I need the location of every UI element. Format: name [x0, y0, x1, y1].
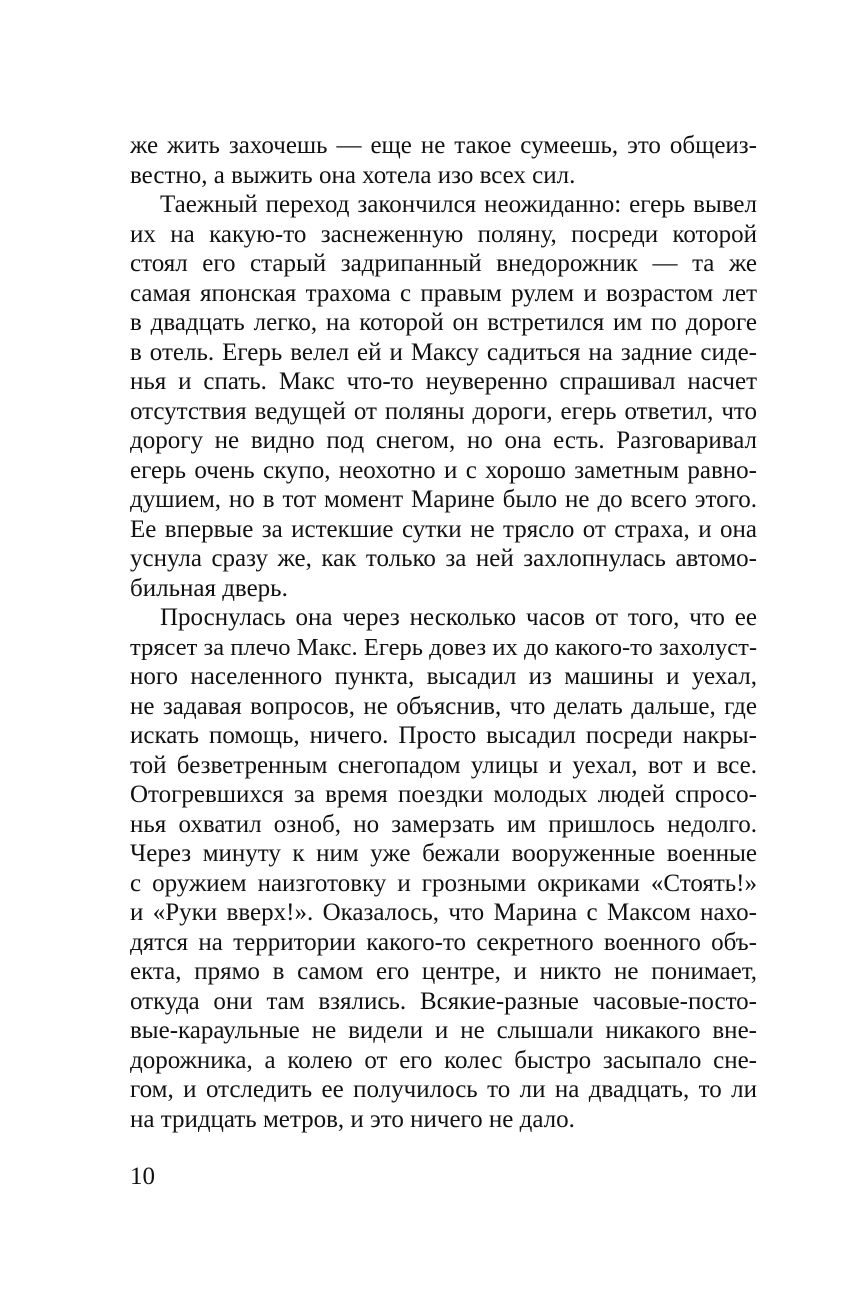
page-text-block: [130, 131, 757, 1134]
text-line: дятся на территории какого-то секретного военного объ-: [130, 928, 757, 956]
text-line: той безветренным снегопадом улицы и уехал, вот и все.: [130, 751, 757, 779]
text-line: их на какую-то заснеженную поляну, посреди которой: [130, 220, 757, 248]
text-line: нья охватил озноб, но замерзать им пришлось недолго.: [130, 810, 757, 838]
text-line: ного населенного пункта, высадил из машины и уехал,: [130, 663, 757, 690]
text-line: же жить захочешь — еще не такое сумеешь, это общеиз-: [130, 132, 757, 159]
text-line: уснула сразу же, как только за ней захлопнулась автомо-: [130, 545, 757, 572]
text-line: егерь очень скупо, неохотно и с хорошо заметным равно-: [130, 456, 757, 484]
text-line: бильная дверь.: [130, 574, 288, 602]
text-line: в двадцать легко, на которой он встретился им по дороге: [130, 309, 757, 336]
text-line: Через минуту к ним уже бежали вооруженные военные: [130, 840, 757, 867]
text-line: не задавая вопросов, не объяснив, что делать дальше, где: [130, 692, 757, 720]
text-line: дорожника, а колею от его колес быстро засыпало сне-: [130, 1046, 757, 1074]
text-line: отсутствия ведущей от поляны дороги, егерь ответил, что: [130, 397, 757, 425]
text-line: вестно, а выжить она хотела изо всех сил.: [130, 161, 576, 189]
text-line: в отель. Егерь велел ей и Максу садиться на задние сиде-: [130, 338, 757, 366]
text-line: самая японская трахома с правым рулем и возрастом лет: [130, 279, 757, 307]
text-line: нья и спать. Макс что-то неуверенно спрашивал насчет: [130, 368, 757, 395]
page-number: 10: [130, 1163, 155, 1190]
text-line: трясет за плечо Макс. Егерь довез их до какого-то захолуст-: [130, 633, 757, 661]
text-line: Отогревшихся за время поездки молодых людей спросо-: [130, 781, 757, 808]
text-line: екта, прямо в самом его центре, и никто не понимает,: [130, 958, 757, 985]
text-line: Проснулась она через несколько часов от того, что ее: [160, 604, 757, 631]
text-line: Таежный переход закончился неожиданно: егерь вывел: [160, 191, 757, 218]
text-line: на тридцать метров, и это ничего не дало.: [130, 1105, 575, 1133]
text-line: с оружием наизготовку и грозными окриками «Стоять!»: [130, 869, 757, 897]
text-line: Ее впервые за истекшие сутки не трясло от страха, и она: [130, 515, 757, 543]
text-line: откуда они там взялись. Всякие-разные часовые-посто-: [130, 987, 757, 1015]
text-line: стоял его старый задрипанный внедорожник — та же: [130, 250, 757, 277]
text-line: вые-караульные не видели и не слышали никакого вне-: [130, 1017, 757, 1044]
text-line: душием, но в тот момент Марине было не до всего этого.: [130, 486, 757, 513]
text-line: дорогу не видно под снегом, но она есть. Разговаривал: [130, 427, 757, 454]
text-line: и «Руки вверх!». Оказалось, что Марина с Максом нахо-: [130, 899, 757, 926]
text-line: гом, и отследить ее получилось то ли на двадцать, то ли: [130, 1076, 757, 1103]
text-line: искать помощь, ничего. Просто высадил посреди накры-: [130, 722, 757, 749]
